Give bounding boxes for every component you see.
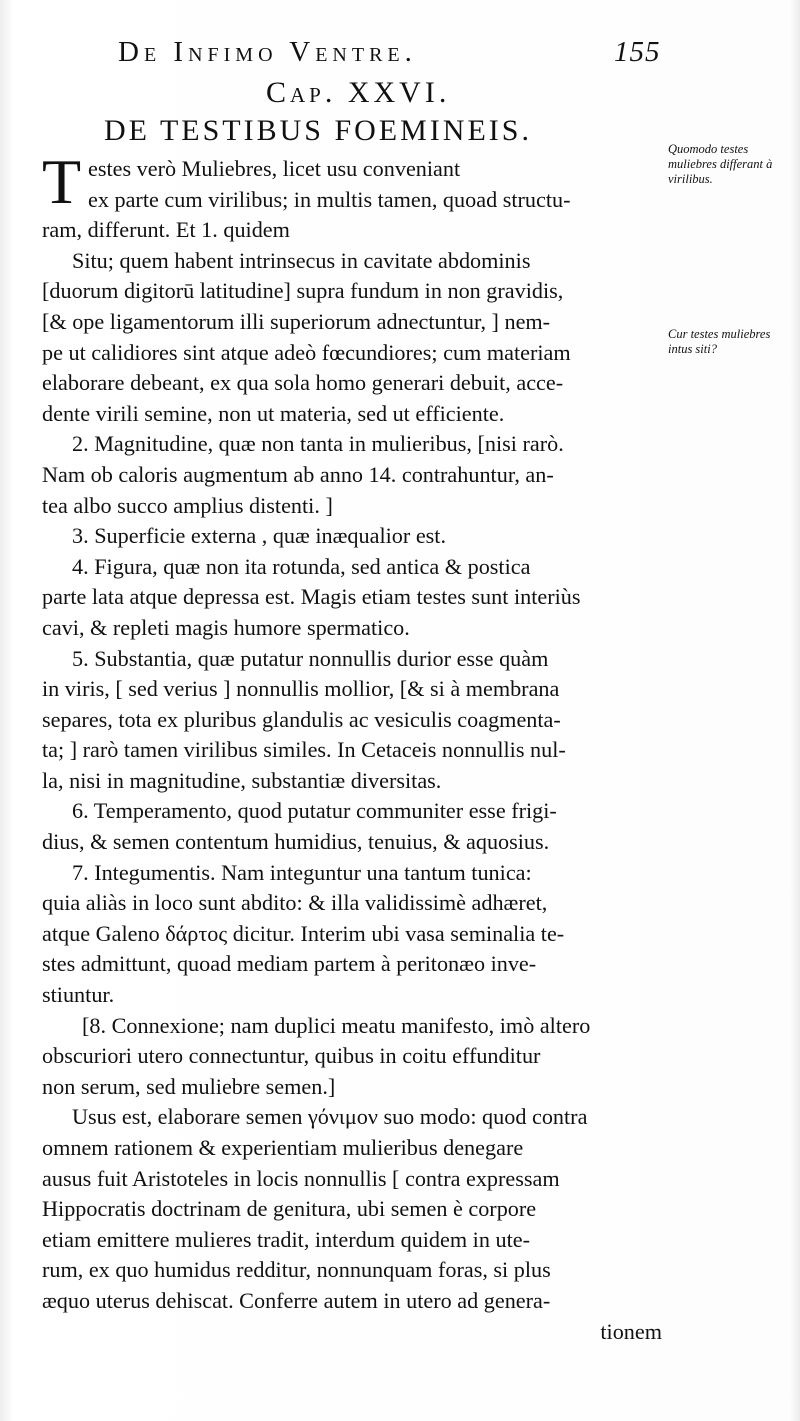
text-line: omnem rationem & experientiam mulieribus denegare	[42, 1135, 524, 1160]
text-line: [8. Connexione; nam duplici meatu manifesto, imò altero	[82, 1012, 591, 1038]
text-line: Situ; quem habent intrinsecus in cavitate abdominis	[72, 247, 531, 273]
text-line: estes verò Muliebres, licet usu conveniant	[88, 156, 461, 181]
text-line: ram, differunt. Et 1. quidem	[42, 217, 290, 243]
margin-note: Cur testes muliebres intus siti?	[668, 327, 771, 356]
text-line: rum, ex quo humidus redditur, nonnunquam foras, si plus	[42, 1257, 551, 1283]
text-line: la, nisi in magnitudine, substantiæ diversitas.	[42, 767, 442, 793]
text-line: pe ut calidiores sint atque adeò fœcundiores; cum materiam	[42, 339, 571, 365]
text-line: obscuriori utero connectuntur, quibus in coitu effunditur	[42, 1043, 541, 1069]
text-line: cavi, & repleti magis humore spermatico.	[42, 614, 410, 640]
body-text	[42, 154, 668, 1347]
text-line: stiuntur.	[42, 982, 115, 1008]
text-line: Usus est, elaborare semen γόνιμον suo modo: quod contra	[72, 1104, 588, 1130]
text-line: dius, & semen contentum humidius, tenuius, & aquosius.	[42, 829, 550, 855]
text-line: 2. Magnitudine, quæ non tanta in mulieribus, [nisi rarò.	[72, 431, 564, 457]
text-line: 5. Substantia, quæ putatur nonnullis durior esse quàm	[72, 645, 549, 671]
text-line: ausus fuit Aristoteles in locis nonnullis [ contra expressam	[42, 1165, 560, 1191]
text-line: 4. Figura, quæ non ita rotunda, sed antica & postica	[72, 553, 531, 579]
text-line: 3. Superficie externa , quæ inæqualior est.	[72, 523, 447, 549]
text-line: dente virili semine, non ut materia, sed ut efficiente.	[42, 400, 505, 426]
drop-capital: T	[42, 146, 82, 217]
text-line: atque Galeno δάρτος dicitur. Interim ubi vasa seminalia te-	[42, 920, 565, 946]
text-line: parte lata atque depressa est. Magis etiam testes sunt interiùs	[42, 584, 581, 610]
text-line: elaborare debeant, ex qua sola homo generari debuit, acce-	[42, 370, 564, 396]
text-line: 6. Temperamento, quod putatur communiter esse frigi-	[72, 798, 557, 824]
chapter-heading: Cap. XXVI.	[266, 76, 451, 109]
text-line: ex parte cum virilibus; in multis tamen, quoad structu-	[88, 186, 571, 212]
running-title: De Infimo Ventre.	[118, 36, 417, 68]
text-line: Hippocratis doctrinam de genitura, ubi semen è corpore	[42, 1196, 537, 1222]
text-line: Nam ob caloris augmentum ab anno 14. contrahuntur, an-	[42, 461, 554, 487]
text-line: [duorum digitorū latitudine] supra fundum in non gravidis,	[42, 278, 564, 304]
text-line: tea albo succo amplius distenti. ]	[42, 492, 333, 518]
text-line: ta; ] rarò tamen virilibus similes. In Cetaceis nonnullis nul-	[42, 737, 566, 763]
text-line: separes, tota ex pluribus glandulis ac vesiculis coagmenta-	[42, 706, 561, 732]
text-line: quia aliàs in loco sunt abdito: & illa validissimè adhæret,	[42, 890, 548, 916]
margin-note: Quomodo testes muliebres differant à virilibus.	[668, 142, 773, 186]
text-line: 7. Integumentis. Nam integuntur una tantum tunica:	[72, 859, 532, 885]
section-title: DE TESTIBUS FOEMINEIS.	[104, 114, 532, 147]
text-line: æquo uterus dehiscat. Conferre autem in utero ad genera-	[42, 1287, 551, 1313]
text-line: stes admittunt, quoad mediam partem à peritonæo inve-	[42, 951, 537, 977]
text-line: etiam emittere mulieres tradit, interdum quidem in ute-	[42, 1226, 530, 1252]
page-number: 155	[614, 36, 661, 68]
text-line: non serum, sed muliebre semen.]	[42, 1073, 336, 1099]
text-line: in viris, [ sed verius ] nonnullis mollior, [& si à membrana	[42, 676, 560, 702]
text-line: [& ope ligamentorum illi superiorum adnectuntur, ] nem-	[42, 308, 551, 334]
catchword: tionem	[600, 1318, 662, 1344]
